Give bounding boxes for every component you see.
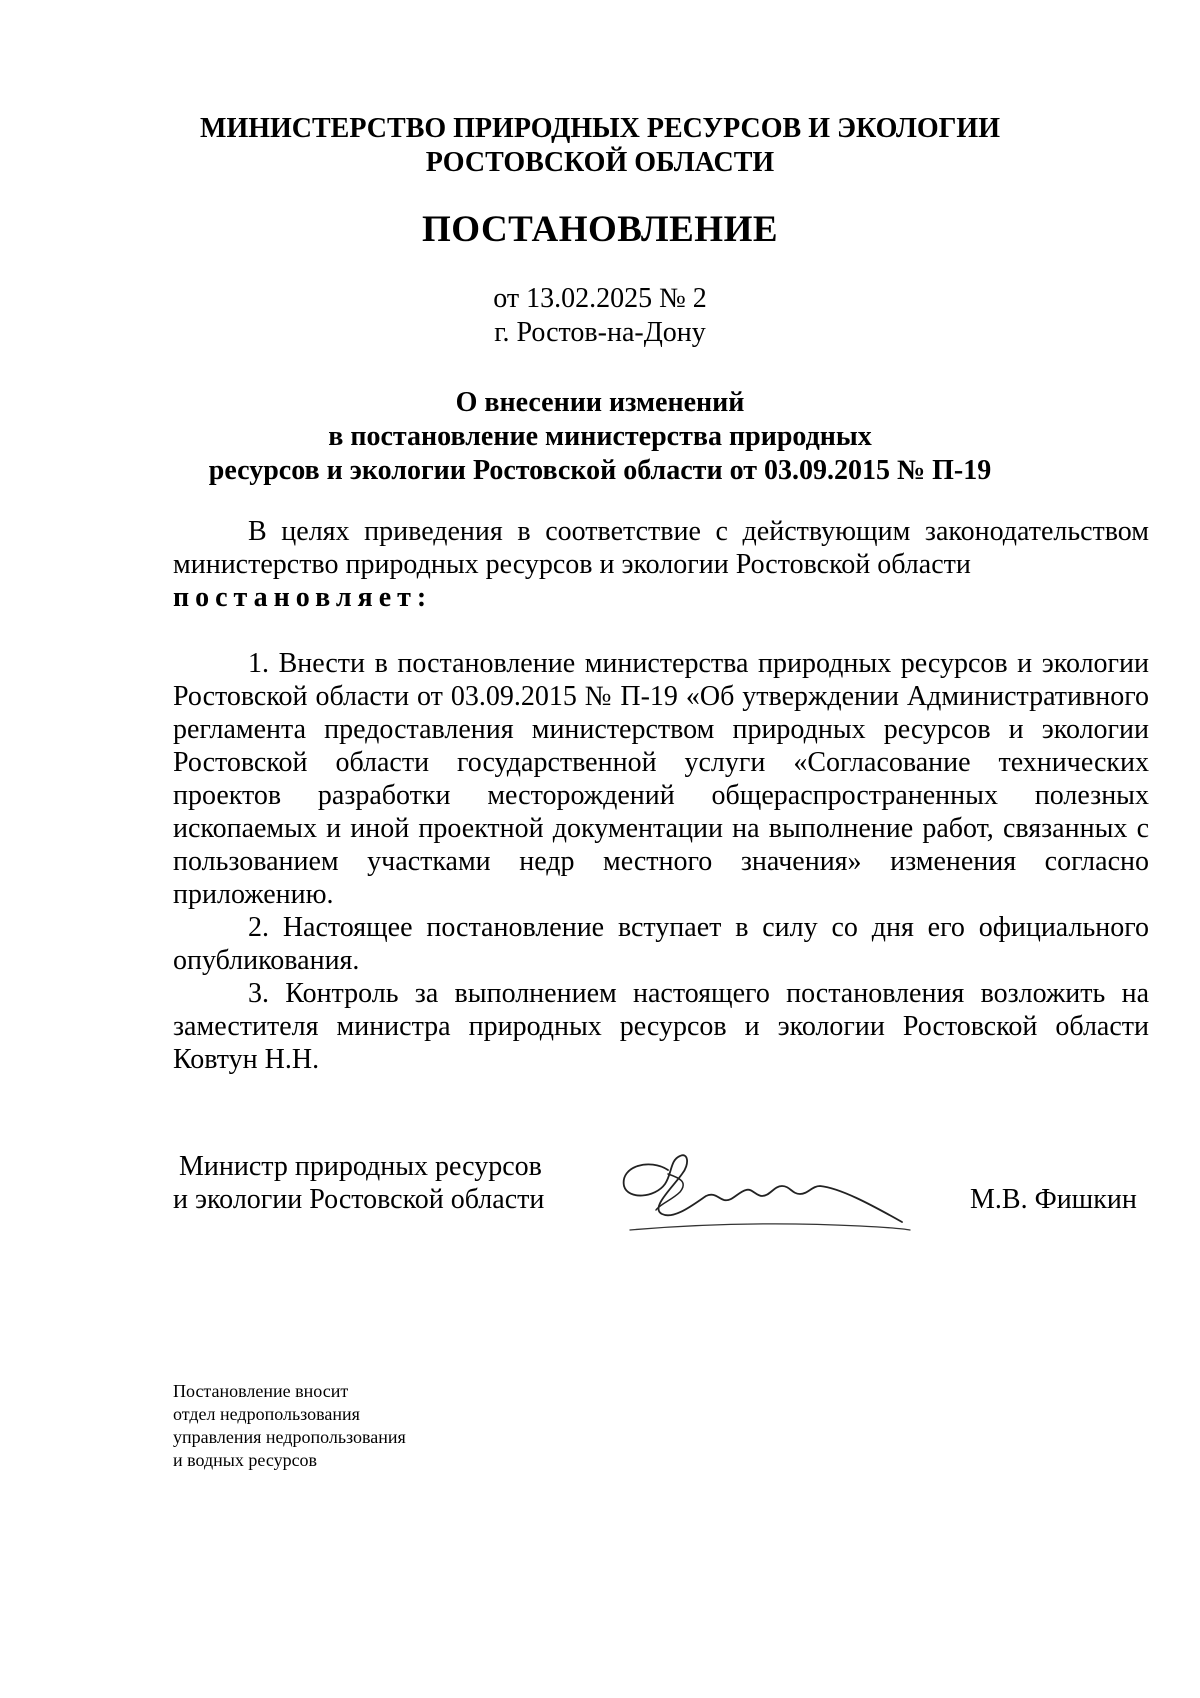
item-paragraph-3: 3. Контроль за выполнением настоящего постановления возложить на заместителя министра природных ресурсов и экологии Ростовской области Ковтун Н.Н.: [173, 978, 1149, 1075]
footer-note-line1: Постановление вносит: [173, 1381, 349, 1401]
footer-note: [173, 1380, 406, 1472]
subject-line3: ресурсов и экологии Ростовской области от 03.09.2015 № П-19: [208, 455, 992, 486]
signatory-position-line1: Министр природных ресурсов: [179, 1151, 542, 1182]
resolves-word: постановляет:: [173, 582, 433, 613]
document-title: ПОСТАНОВЛЕНИЕ: [421, 209, 779, 250]
item-paragraph-2: 2. Настоящее постановление вступает в силу со дня его официального опубликования.: [173, 912, 1149, 976]
subject-line2: в постановление министерства природных: [328, 421, 872, 452]
subject-line1: О внесении изменений: [455, 387, 745, 418]
footer-note-line3: управления недропользования: [173, 1427, 406, 1447]
signatory-name: М.В. Фишкин: [970, 1184, 1137, 1215]
handwritten-signature: [610, 1138, 930, 1248]
footer-note-line4: и водных ресурсов: [173, 1450, 318, 1470]
ministry-header-line2: РОСТОВСКОЙ ОБЛАСТИ: [425, 147, 775, 178]
ministry-header: [0, 112, 1200, 180]
signatory-position-line2: и экологии Ростовской области: [173, 1184, 545, 1215]
signatory-position: [173, 1150, 544, 1216]
footer-note-line2: отдел недропользования: [173, 1404, 360, 1424]
item-paragraph-1: 1. Внести в постановление министерства природных ресурсов и экологии Ростовской области от 03.09.2015 № П-19 «Об утверждении Административного регламента предоставления министерством природных ресурсов и экологии Ростовской области государственной услуги «Согласование технических проектов разработки месторождений общераспространенных полезных ископаемых и иной проектной документации на выполнение работ, связанных с пользованием участками недр местного значения» изменения согласно приложению.: [173, 648, 1149, 910]
date-place-block: [0, 282, 1200, 350]
preamble-paragraph: В целях приведения в соответствие с действующим законодательством министерство природных ресурсов и экологии Ростовской области: [173, 516, 1149, 580]
ministry-header-line1: МИНИСТЕРСТВО ПРИРОДНЫХ РЕСУРСОВ И ЭКОЛОГИИ: [200, 113, 1000, 144]
document-subject: [0, 386, 1200, 488]
document-body: [173, 515, 1149, 1076]
document-date-number: от 13.02.2025 № 2: [493, 283, 707, 314]
document-place: г. Ростов-на-Дону: [494, 317, 706, 348]
